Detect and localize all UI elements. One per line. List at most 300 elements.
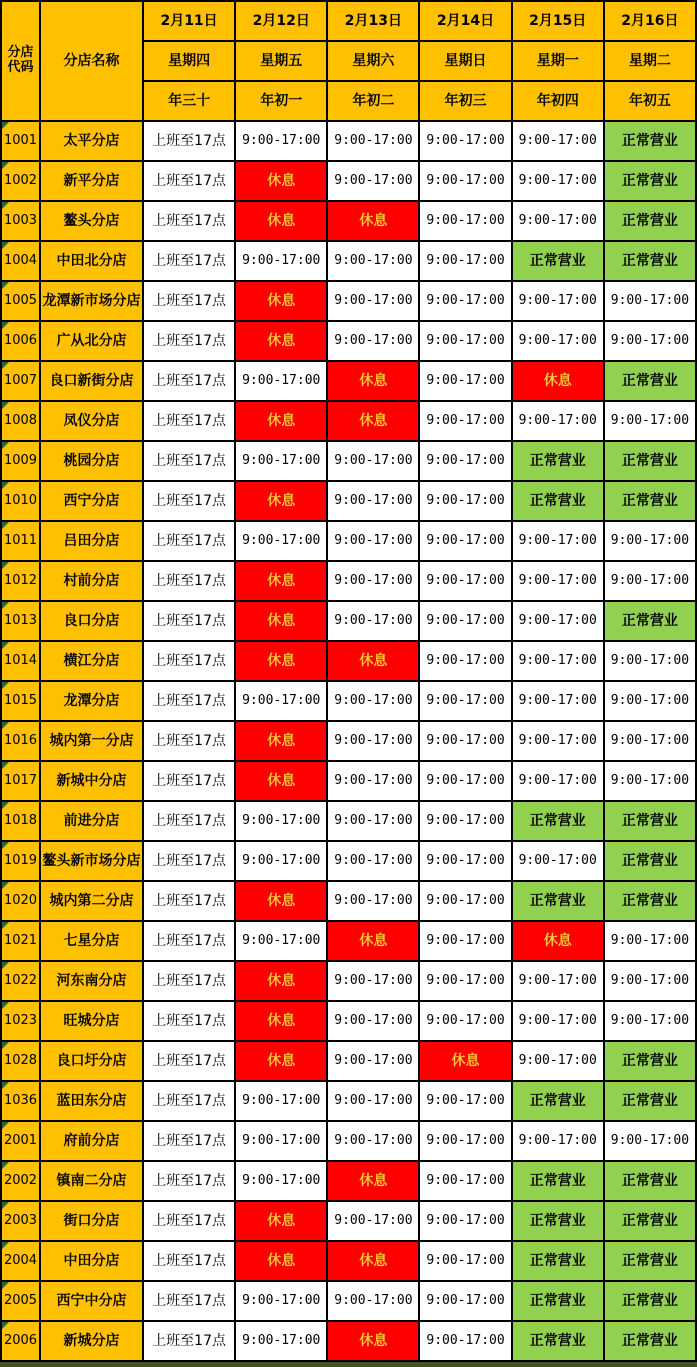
cell-corner-flag-icon (2, 162, 9, 169)
schedule-cell-work: 上班至17点 (143, 1241, 235, 1281)
header-weekday-6: 星期二 (604, 41, 696, 81)
branch-code: 2002 (3, 1172, 38, 1188)
schedule-cell-rest: 休息 (235, 281, 327, 321)
schedule-cell-time: 9:00-17:00 (604, 521, 696, 561)
schedule-cell-time: 9:00-17:00 (419, 1201, 511, 1241)
schedule-cell-time: 9:00-17:00 (604, 921, 696, 961)
schedule-cell-work: 上班至17点 (143, 281, 235, 321)
cell-corner-flag-icon (2, 642, 9, 649)
schedule-cell-time: 9:00-17:00 (512, 721, 604, 761)
schedule-cell-time: 9:00-17:00 (512, 761, 604, 801)
branch-code-cell (1, 481, 40, 521)
branch-name-cell: 良口圩分店 (40, 1041, 143, 1081)
schedule-cell-work: 上班至17点 (143, 441, 235, 481)
branch-name-cell: 龙潭分店 (40, 681, 143, 721)
schedule-cell-time: 9:00-17:00 (327, 961, 419, 1001)
branch-code: 1023 (3, 1012, 38, 1028)
schedule-cell-time: 9:00-17:00 (327, 1081, 419, 1121)
branch-name-cell: 城内第一分店 (40, 721, 143, 761)
table-header (1, 1, 696, 121)
schedule-cell-normal: 正常营业 (512, 441, 604, 481)
cell-corner-flag-icon (2, 282, 9, 289)
schedule-cell-time: 9:00-17:00 (235, 1321, 327, 1361)
branch-code: 1028 (3, 1052, 38, 1068)
schedule-cell-time: 9:00-17:00 (419, 1321, 511, 1361)
schedule-cell-work: 上班至17点 (143, 1161, 235, 1201)
table-row (1, 1281, 696, 1321)
branch-name-cell: 鳌头新市场分店 (40, 841, 143, 881)
schedule-cell-normal: 正常营业 (512, 881, 604, 921)
schedule-cell-normal: 正常营业 (512, 1321, 604, 1361)
table-row (1, 321, 696, 361)
schedule-cell-time: 9:00-17:00 (327, 881, 419, 921)
cell-corner-flag-icon (2, 1042, 9, 1049)
schedule-cell-time: 9:00-17:00 (419, 641, 511, 681)
schedule-cell-time: 9:00-17:00 (604, 761, 696, 801)
schedule-cell-time: 9:00-17:00 (327, 1001, 419, 1041)
branch-name-cell: 吕田分店 (40, 521, 143, 561)
branch-code-cell (1, 721, 40, 761)
header-date-3: 2月13日 (327, 1, 419, 41)
table-row (1, 481, 696, 521)
schedule-cell-time: 9:00-17:00 (235, 921, 327, 961)
branch-code: 2005 (3, 1292, 38, 1308)
schedule-cell-time: 9:00-17:00 (419, 721, 511, 761)
table-row (1, 361, 696, 401)
schedule-cell-time: 9:00-17:00 (419, 121, 511, 161)
cell-corner-flag-icon (2, 1322, 9, 1329)
table-body (1, 121, 696, 1361)
schedule-cell-work: 上班至17点 (143, 1081, 235, 1121)
branch-name-cell: 中田北分店 (40, 241, 143, 281)
schedule-cell-rest: 休息 (327, 1161, 419, 1201)
schedule-cell-time: 9:00-17:00 (327, 1201, 419, 1241)
cell-corner-flag-icon (2, 442, 9, 449)
schedule-cell-rest: 休息 (327, 1321, 419, 1361)
branch-code-cell (1, 1161, 40, 1201)
schedule-cell-time: 9:00-17:00 (327, 161, 419, 201)
schedule-cell-time: 9:00-17:00 (235, 441, 327, 481)
branch-code: 1006 (3, 332, 38, 348)
schedule-cell-rest: 休息 (235, 201, 327, 241)
schedule-cell-rest: 休息 (512, 921, 604, 961)
schedule-cell-work: 上班至17点 (143, 201, 235, 241)
schedule-cell-time: 9:00-17:00 (235, 521, 327, 561)
table-row (1, 641, 696, 681)
schedule-cell-normal: 正常营业 (512, 1201, 604, 1241)
schedule-cell-time: 9:00-17:00 (419, 1001, 511, 1041)
table-row (1, 401, 696, 441)
schedule-cell-time: 9:00-17:00 (419, 961, 511, 1001)
schedule-cell-rest: 休息 (235, 481, 327, 521)
branch-code: 1017 (3, 772, 38, 788)
schedule-cell-time: 9:00-17:00 (604, 1121, 696, 1161)
branch-code: 1004 (3, 252, 38, 268)
cell-corner-flag-icon (2, 1242, 9, 1249)
schedule-cell-rest: 休息 (419, 1041, 511, 1081)
branch-code-cell (1, 1041, 40, 1081)
schedule-cell-time: 9:00-17:00 (327, 321, 419, 361)
table-row (1, 601, 696, 641)
cell-corner-flag-icon (2, 522, 9, 529)
schedule-cell-rest: 休息 (512, 361, 604, 401)
table-row (1, 1001, 696, 1041)
branch-name-cell: 太平分店 (40, 121, 143, 161)
branch-code-cell (1, 281, 40, 321)
branch-code-cell (1, 641, 40, 681)
schedule-cell-time: 9:00-17:00 (419, 681, 511, 721)
branch-code-cell (1, 121, 40, 161)
schedule-cell-work: 上班至17点 (143, 681, 235, 721)
schedule-cell-time: 9:00-17:00 (235, 681, 327, 721)
schedule-cell-time: 9:00-17:00 (327, 1281, 419, 1321)
schedule-cell-time: 9:00-17:00 (419, 881, 511, 921)
schedule-cell-time: 9:00-17:00 (327, 281, 419, 321)
branch-name-cell: 河东南分店 (40, 961, 143, 1001)
schedule-cell-time: 9:00-17:00 (235, 121, 327, 161)
table-row (1, 121, 696, 161)
cell-corner-flag-icon (2, 202, 9, 209)
header-date-4: 2月14日 (419, 1, 511, 41)
branch-code: 1015 (3, 692, 38, 708)
schedule-cell-rest: 休息 (235, 1041, 327, 1081)
schedule-cell-work: 上班至17点 (143, 921, 235, 961)
branch-code-cell (1, 401, 40, 441)
branch-name-cell: 七星分店 (40, 921, 143, 961)
schedule-cell-time: 9:00-17:00 (604, 401, 696, 441)
cell-corner-flag-icon (2, 962, 9, 969)
bottom-edge-strip (0, 1362, 697, 1367)
cell-corner-flag-icon (2, 842, 9, 849)
branch-code-cell (1, 761, 40, 801)
schedule-cell-normal: 正常营业 (512, 481, 604, 521)
branch-code-cell (1, 1081, 40, 1121)
schedule-cell-work: 上班至17点 (143, 1321, 235, 1361)
schedule-cell-work: 上班至17点 (143, 241, 235, 281)
schedule-cell-work: 上班至17点 (143, 1041, 235, 1081)
cell-corner-flag-icon (2, 562, 9, 569)
cell-corner-flag-icon (2, 602, 9, 609)
schedule-cell-time: 9:00-17:00 (327, 521, 419, 561)
schedule-cell-rest: 休息 (235, 401, 327, 441)
branch-name-cell: 良口分店 (40, 601, 143, 641)
schedule-cell-rest: 休息 (327, 401, 419, 441)
schedule-cell-work: 上班至17点 (143, 1001, 235, 1041)
branch-code-cell (1, 1001, 40, 1041)
schedule-cell-work: 上班至17点 (143, 1121, 235, 1161)
schedule-cell-rest: 休息 (327, 201, 419, 241)
table-row (1, 921, 696, 961)
branch-code-cell (1, 1241, 40, 1281)
branch-code-cell (1, 921, 40, 961)
header-date-1: 2月11日 (143, 1, 235, 41)
schedule-cell-time: 9:00-17:00 (419, 801, 511, 841)
branch-name-cell: 新城分店 (40, 1321, 143, 1361)
schedule-cell-rest: 休息 (327, 1241, 419, 1281)
schedule-cell-time: 9:00-17:00 (512, 401, 604, 441)
schedule-cell-time: 9:00-17:00 (327, 1041, 419, 1081)
schedule-cell-rest: 休息 (327, 361, 419, 401)
table-row (1, 1241, 696, 1281)
branch-code: 1003 (3, 212, 38, 228)
branch-code: 2004 (3, 1252, 38, 1268)
schedule-cell-time: 9:00-17:00 (512, 641, 604, 681)
branch-code: 1009 (3, 452, 38, 468)
schedule-cell-time: 9:00-17:00 (512, 1001, 604, 1041)
schedule-cell-normal: 正常营业 (604, 481, 696, 521)
schedule-cell-time: 9:00-17:00 (419, 321, 511, 361)
schedule-cell-time: 9:00-17:00 (327, 721, 419, 761)
schedule-cell-normal: 正常营业 (604, 121, 696, 161)
schedule-cell-time: 9:00-17:00 (604, 961, 696, 1001)
branch-code-cell (1, 881, 40, 921)
schedule-cell-time: 9:00-17:00 (512, 841, 604, 881)
schedule-cell-time: 9:00-17:00 (419, 1161, 511, 1201)
table-row (1, 1121, 696, 1161)
schedule-cell-work: 上班至17点 (143, 521, 235, 561)
branch-name-cell: 中田分店 (40, 1241, 143, 1281)
branch-name-cell: 新城中分店 (40, 761, 143, 801)
cell-corner-flag-icon (2, 1162, 9, 1169)
cell-corner-flag-icon (2, 922, 9, 929)
branch-code-cell (1, 801, 40, 841)
schedule-cell-time: 9:00-17:00 (327, 121, 419, 161)
cell-corner-flag-icon (2, 242, 9, 249)
schedule-cell-rest: 休息 (235, 721, 327, 761)
branch-code: 1014 (3, 652, 38, 668)
schedule-cell-time: 9:00-17:00 (512, 201, 604, 241)
schedule-cell-work: 上班至17点 (143, 601, 235, 641)
branch-code: 1018 (3, 812, 38, 828)
schedule-cell-time: 9:00-17:00 (512, 961, 604, 1001)
schedule-cell-time: 9:00-17:00 (235, 241, 327, 281)
branch-code-cell (1, 201, 40, 241)
branch-code: 1012 (3, 572, 38, 588)
schedule-cell-normal: 正常营业 (604, 1201, 696, 1241)
branch-code: 1005 (3, 292, 38, 308)
branch-name-cell: 西宁中分店 (40, 1281, 143, 1321)
schedule-cell-work: 上班至17点 (143, 1201, 235, 1241)
schedule-cell-time: 9:00-17:00 (419, 761, 511, 801)
branch-name-cell: 镇南二分店 (40, 1161, 143, 1201)
table-row (1, 281, 696, 321)
branch-name-cell: 西宁分店 (40, 481, 143, 521)
schedule-cell-time: 9:00-17:00 (419, 1281, 511, 1321)
cell-corner-flag-icon (2, 362, 9, 369)
branch-code: 1016 (3, 732, 38, 748)
schedule-cell-work: 上班至17点 (143, 121, 235, 161)
branch-code-cell (1, 1201, 40, 1241)
schedule-cell-normal: 正常营业 (604, 361, 696, 401)
schedule-cell-work: 上班至17点 (143, 481, 235, 521)
schedule-cell-normal: 正常营业 (604, 881, 696, 921)
branch-code-cell (1, 841, 40, 881)
schedule-cell-time: 9:00-17:00 (235, 1281, 327, 1321)
schedule-cell-time: 9:00-17:00 (235, 361, 327, 401)
schedule-cell-work: 上班至17点 (143, 561, 235, 601)
schedule-cell-time: 9:00-17:00 (235, 801, 327, 841)
table-row (1, 161, 696, 201)
schedule-cell-rest: 休息 (235, 641, 327, 681)
branch-code: 1022 (3, 972, 38, 988)
header-date-2: 2月12日 (235, 1, 327, 41)
schedule-cell-normal: 正常营业 (512, 1281, 604, 1321)
branch-code-cell (1, 601, 40, 641)
table-row (1, 441, 696, 481)
schedule-cell-time: 9:00-17:00 (235, 1161, 327, 1201)
schedule-cell-rest: 休息 (235, 961, 327, 1001)
schedule-cell-normal: 正常营业 (512, 241, 604, 281)
schedule-cell-time: 9:00-17:00 (419, 601, 511, 641)
table-row (1, 881, 696, 921)
table-row (1, 1081, 696, 1121)
schedule-cell-time: 9:00-17:00 (419, 921, 511, 961)
schedule-cell-work: 上班至17点 (143, 801, 235, 841)
cell-corner-flag-icon (2, 1002, 9, 1009)
cell-corner-flag-icon (2, 1082, 9, 1089)
schedule-cell-time: 9:00-17:00 (512, 681, 604, 721)
schedule-cell-time: 9:00-17:00 (235, 1121, 327, 1161)
schedule-cell-time: 9:00-17:00 (512, 281, 604, 321)
header-lunar-day-4: 年初三 (419, 81, 511, 121)
branch-code-cell (1, 1321, 40, 1361)
branch-code-cell (1, 321, 40, 361)
schedule-cell-time: 9:00-17:00 (419, 441, 511, 481)
schedule-cell-rest: 休息 (235, 761, 327, 801)
branch-code-cell (1, 361, 40, 401)
branch-name-cell: 龙潭新市场分店 (40, 281, 143, 321)
cell-corner-flag-icon (2, 322, 9, 329)
branch-code: 1001 (3, 132, 38, 148)
cell-corner-flag-icon (2, 1282, 9, 1289)
schedule-cell-normal: 正常营业 (604, 841, 696, 881)
schedule-cell-time: 9:00-17:00 (327, 241, 419, 281)
schedule-cell-rest: 休息 (235, 601, 327, 641)
schedule-cell-normal: 正常营业 (604, 1161, 696, 1201)
branch-code: 1010 (3, 492, 38, 508)
branch-name-cell: 街口分店 (40, 1201, 143, 1241)
schedule-cell-time: 9:00-17:00 (327, 761, 419, 801)
schedule-cell-time: 9:00-17:00 (419, 521, 511, 561)
schedule-cell-time: 9:00-17:00 (512, 521, 604, 561)
branch-name-cell: 新平分店 (40, 161, 143, 201)
schedule-cell-time: 9:00-17:00 (604, 321, 696, 361)
schedule-cell-normal: 正常营业 (604, 601, 696, 641)
schedule-cell-time: 9:00-17:00 (512, 161, 604, 201)
table-row (1, 1161, 696, 1201)
schedule-cell-work: 上班至17点 (143, 161, 235, 201)
branch-name-cell: 府前分店 (40, 1121, 143, 1161)
schedule-cell-normal: 正常营业 (604, 161, 696, 201)
schedule-cell-time: 9:00-17:00 (419, 481, 511, 521)
branch-code-cell (1, 1281, 40, 1321)
header-weekday-5: 星期一 (512, 41, 604, 81)
schedule-cell-normal: 正常营业 (512, 1241, 604, 1281)
header-weekday-3: 星期六 (327, 41, 419, 81)
table-row (1, 521, 696, 561)
branch-code: 2003 (3, 1212, 38, 1228)
branch-code-cell (1, 161, 40, 201)
schedule-cell-time: 9:00-17:00 (327, 561, 419, 601)
table-row (1, 1321, 696, 1361)
schedule-cell-time: 9:00-17:00 (419, 1121, 511, 1161)
schedule-cell-normal: 正常营业 (604, 441, 696, 481)
branch-code-cell (1, 961, 40, 1001)
table-row (1, 1041, 696, 1081)
table-row (1, 721, 696, 761)
header-lunar-day-2: 年初一 (235, 81, 327, 121)
branch-name-cell: 桃园分店 (40, 441, 143, 481)
schedule-cell-time: 9:00-17:00 (604, 681, 696, 721)
schedule-cell-rest: 休息 (235, 561, 327, 601)
schedule-cell-normal: 正常营业 (604, 1041, 696, 1081)
schedule-cell-time: 9:00-17:00 (327, 1121, 419, 1161)
schedule-cell-normal: 正常营业 (512, 801, 604, 841)
branch-name-cell: 鳌头分店 (40, 201, 143, 241)
cell-corner-flag-icon (2, 122, 9, 129)
schedule-cell-work: 上班至17点 (143, 361, 235, 401)
schedule-cell-rest: 休息 (235, 321, 327, 361)
branch-code: 1019 (3, 852, 38, 868)
schedule-cell-time: 9:00-17:00 (604, 641, 696, 681)
branch-code: 1002 (3, 172, 38, 188)
table-row (1, 681, 696, 721)
schedule-cell-time: 9:00-17:00 (419, 1241, 511, 1281)
schedule-cell-work: 上班至17点 (143, 641, 235, 681)
branch-code-cell (1, 1121, 40, 1161)
schedule-cell-time: 9:00-17:00 (604, 721, 696, 761)
header-weekday-1: 星期四 (143, 41, 235, 81)
cell-corner-flag-icon (2, 722, 9, 729)
branch-code-cell (1, 561, 40, 601)
schedule-cell-work: 上班至17点 (143, 761, 235, 801)
schedule-cell-work: 上班至17点 (143, 401, 235, 441)
branch-code: 1021 (3, 932, 38, 948)
schedule-cell-work: 上班至17点 (143, 961, 235, 1001)
schedule-cell-time: 9:00-17:00 (419, 281, 511, 321)
table-row (1, 961, 696, 1001)
cell-corner-flag-icon (2, 682, 9, 689)
cell-corner-flag-icon (2, 802, 9, 809)
schedule-cell-rest: 休息 (235, 1241, 327, 1281)
branch-code-cell (1, 521, 40, 561)
cell-corner-flag-icon (2, 1122, 9, 1129)
cell-corner-flag-icon (2, 882, 9, 889)
schedule-cell-time: 9:00-17:00 (327, 601, 419, 641)
table-row (1, 841, 696, 881)
branch-code-cell (1, 441, 40, 481)
header-row-dates (1, 1, 696, 41)
branch-name-cell: 良口新街分店 (40, 361, 143, 401)
branch-name-cell: 广从北分店 (40, 321, 143, 361)
header-lunar-day-6: 年初五 (604, 81, 696, 121)
schedule-cell-time: 9:00-17:00 (327, 481, 419, 521)
schedule-cell-rest: 休息 (327, 921, 419, 961)
branch-name-cell: 凤仪分店 (40, 401, 143, 441)
schedule-cell-normal: 正常营业 (604, 201, 696, 241)
header-date-6: 2月16日 (604, 1, 696, 41)
schedule-cell-normal: 正常营业 (604, 1241, 696, 1281)
branch-name-cell: 横江分店 (40, 641, 143, 681)
branch-code: 1007 (3, 372, 38, 388)
branch-name-cell: 村前分店 (40, 561, 143, 601)
header-branch-code: 分店代码 (1, 1, 40, 121)
schedule-cell-work: 上班至17点 (143, 321, 235, 361)
schedule-cell-normal: 正常营业 (512, 1161, 604, 1201)
branch-code: 2001 (3, 1132, 38, 1148)
branch-name-cell: 前进分店 (40, 801, 143, 841)
branch-code: 1020 (3, 892, 38, 908)
